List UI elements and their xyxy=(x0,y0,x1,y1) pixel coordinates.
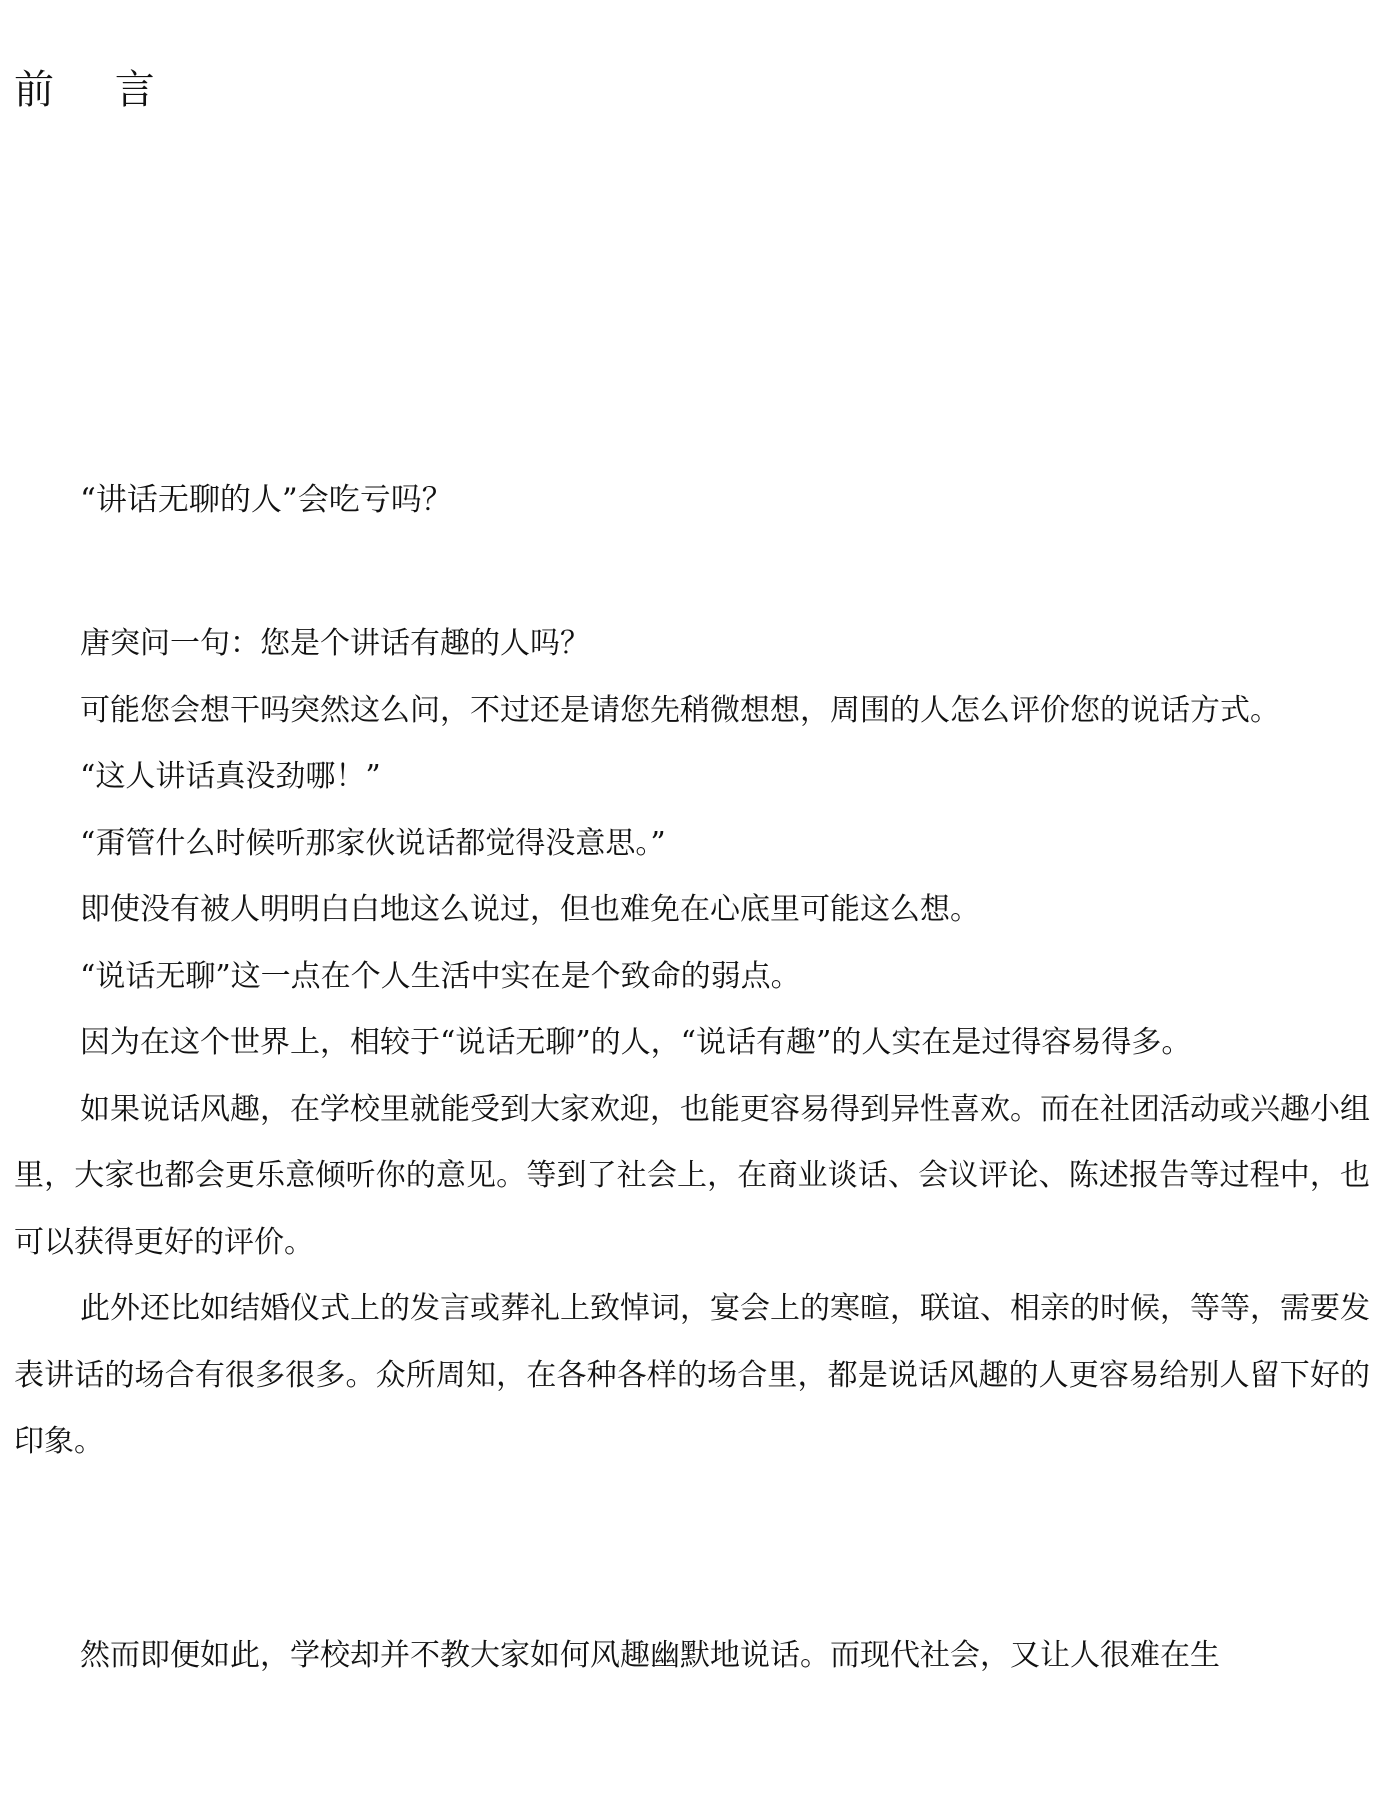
body-text-block-continued xyxy=(14,1623,1370,1690)
paragraph: 此外还比如结婚仪式上的发言或葬礼上致悼词，宴会上的寒暄，联谊、相亲的时候，等等，需要发表讲话的场合有很多很多。众所周知，在各种各样的场合里，都是说话风趣的人更容易给别人留下好的印象。 xyxy=(14,1291,1370,1459)
page-title: 前 言 xyxy=(14,67,179,113)
paragraph: 即使没有被人明明白白地这么说过，但也难免在心底里可能这么想。 xyxy=(80,892,980,927)
paragraph: “说话无聊”这一点在个人生活中实在是个致命的弱点。 xyxy=(80,958,801,994)
section-subtitle: “讲话无聊的人”会吃亏吗？ xyxy=(80,482,453,518)
paragraph: 唐突问一句：您是个讲话有趣的人吗？ xyxy=(80,626,590,661)
paragraph: 如果说话风趣，在学校里就能受到大家欢迎，也能更容易得到异性喜欢。而在社团活动或兴趣小组里，大家也都会更乐意倾听你的意见。等到了社会上，在商业谈话、会议评论、陈述报告等过程中，也可以获得更好的评价。 xyxy=(14,1091,1370,1260)
paragraph: 可能您会想干吗突然这么问，不过还是请您先稍微想想，周围的人怎么评价您的说话方式。 xyxy=(80,692,1280,728)
paragraph: “甭管什么时候听那家伙说话都觉得没意思。” xyxy=(80,825,666,861)
paragraph: 然而即便如此，学校却并不教大家如何风趣幽默地说话。而现代社会，又让人很难在生 xyxy=(80,1638,1220,1673)
paragraph: 因为在这个世界上，相较于“说话无聊”的人，“说话有趣”的人实在是过得容易得多。 xyxy=(80,1025,1192,1060)
body-text-block xyxy=(14,611,1370,1476)
paragraph: “这人讲话真没劲哪！” xyxy=(80,759,381,794)
